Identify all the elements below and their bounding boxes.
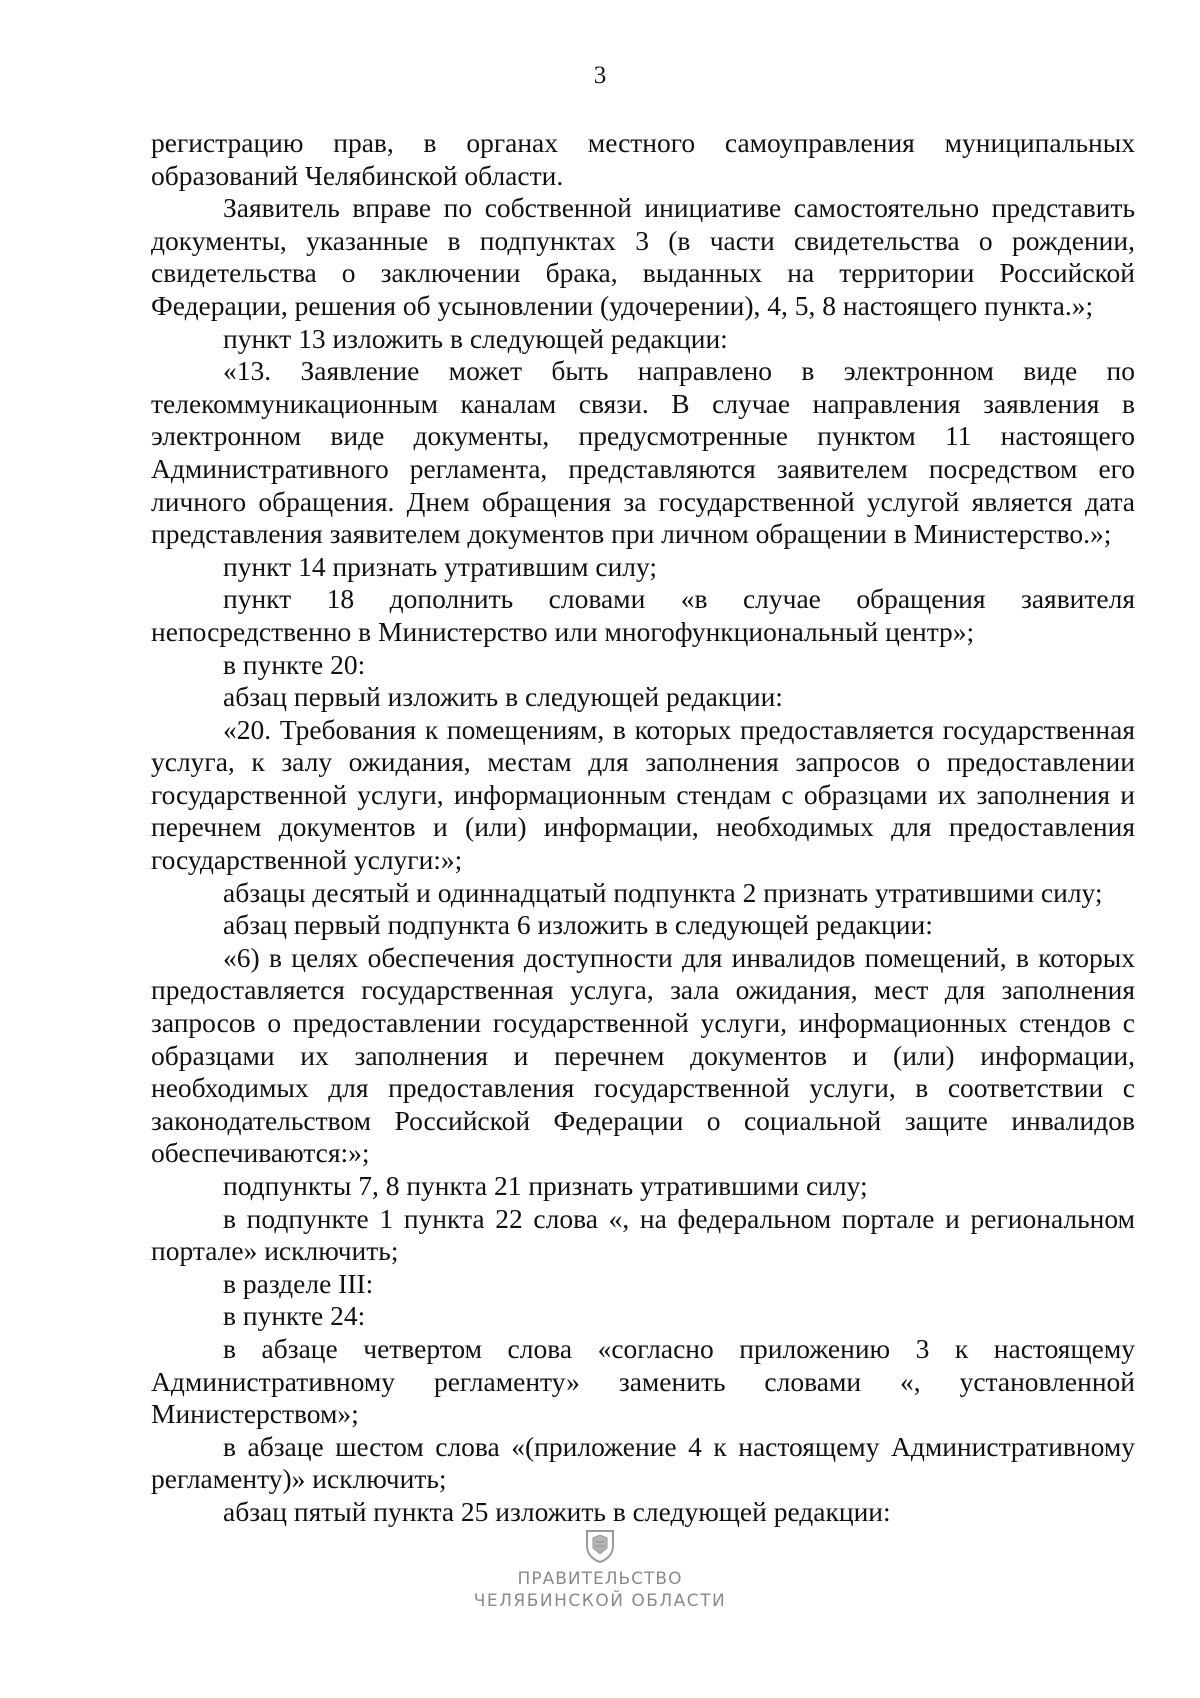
paragraph: в абзаце четвертом слова «согласно приложению 3 к настоящему Административному регламенту» заменить словами «, установленной Министерством»; [151,1332,1135,1430]
paragraph: «6) в целях обеспечения доступности для инвалидов помещений, в которых предоставляется государственная услуга, зала ожидания, мест для заполнения запросов о предоставлении государственной услуги, информационных стендов с образцами их заполнения и перечнем документов и (или) информации, необходимых для предоставления государственной услуги, в соответствии с законодательством Российской Федерации о социальной защите инвалидов обеспечиваются:»; [151,941,1135,1169]
paragraph: абзац пятый пункта 25 изложить в следующей редакции: [223,1495,891,1527]
paragraph: абзац первый подпункта 6 изложить в следующей редакции: [223,909,933,941]
document-body [151,127,1135,1529]
paragraph: в разделе III: [223,1267,374,1299]
paragraph: в пункте 20: [223,648,366,680]
seal-line-1: ПРАВИТЕЛЬСТВО [517,1569,683,1589]
paragraph: абзацы десятый и одиннадцатый подпункта 2 признать утратившими силу; [223,876,1103,908]
government-seal [440,1528,760,1658]
paragraph: в подпункте 1 пункта 22 слова «, на федеральном портале и региональном портале» исключить; [151,1202,1135,1267]
paragraph: подпункты 7, 8 пункта 21 признать утратившими силу; [223,1170,868,1201]
paragraph: регистрацию прав, в органах местного самоуправления муниципальных образований Челябинской области. [151,127,1135,191]
paragraph: Заявитель вправе по собственной инициативе самостоятельно представить документы, указанные в подпунктах 3 (в части свидетельства о рождении, свидетельства о заключении брака, выданных на территории Российской Федерации, решения об усыновлении (удочерении), 4, 5, 8 настоящего пункта.»; [151,192,1135,321]
paragraph: «13. Заявление может быть направлено в электронном виде по телекоммуникационным каналам связи. В случае направления заявления в электронном виде документы, предусмотренные пунктом 11 настоящего Административного регламента, представляются заявителем посредством его личного обращения. Днем обращения за государственной услугой является дата представления заявителем документов при личном обращении в Министерство.»; [151,355,1135,550]
paragraph: в абзаце шестом слова «(приложение 4 к настоящему Административному регламенту)» исключить; [151,1430,1135,1495]
paragraph: в пункте 24: [223,1300,366,1332]
paragraph: пункт 18 дополнить словами «в случае обращения заявителя непосредственно в Министерство или многофункциональный центр»; [151,583,1135,647]
seal-line-2: ЧЕЛЯБИНСКОЙ ОБЛАСТИ [473,1591,727,1611]
paragraph: пункт 14 признать утратившим силу; [223,550,658,582]
page-number: 3 [593,62,607,89]
coat-of-arms-icon [583,1528,617,1564]
paragraph: пункт 13 изложить в следующей редакции: [223,322,728,354]
paragraph: абзац первый изложить в следующей редакции: [223,681,783,713]
paragraph: «20. Требования к помещениям, в которых предоставляется государственная услуга, к залу ожидания, местам для заполнения запросов о предоставлении государственной услуги, информационным стендам с образцами их заполнения и перечнем документов и (или) информации, необходимых для предоставления государственной услуги:»; [151,713,1135,876]
